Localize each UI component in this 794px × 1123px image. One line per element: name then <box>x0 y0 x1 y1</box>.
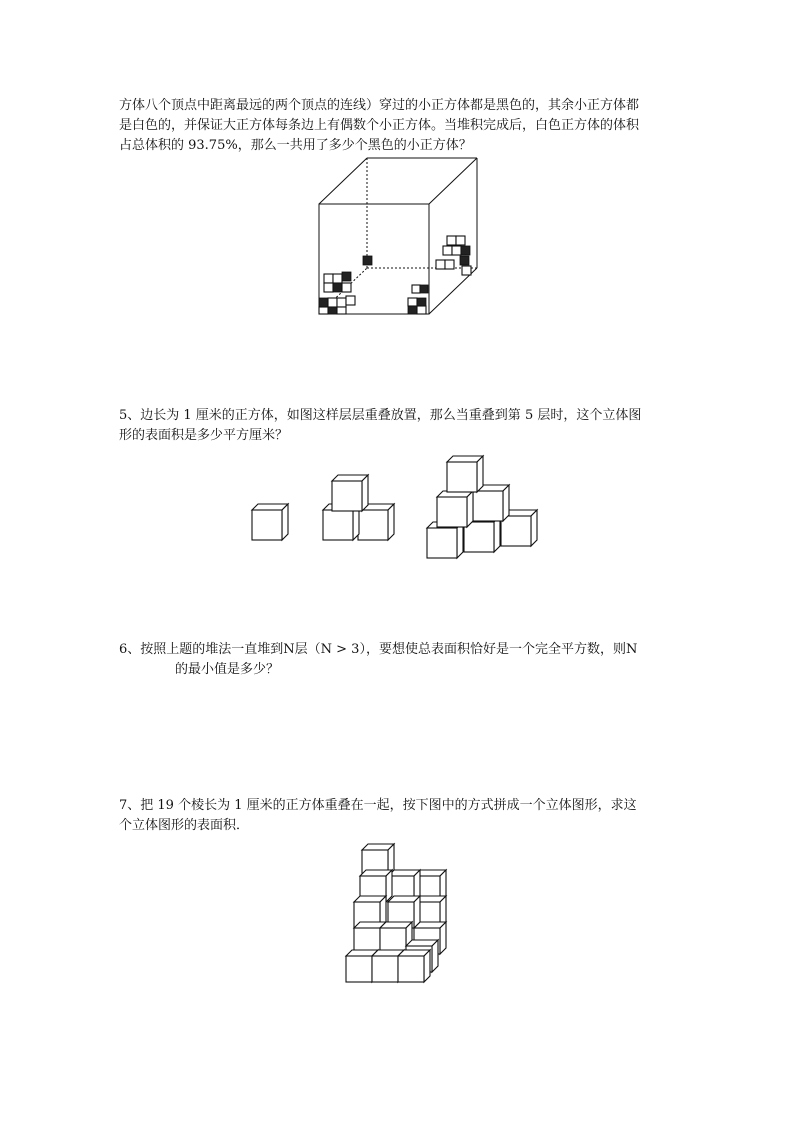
problem-7-text <box>119 796 679 836</box>
problem-5-line-1: 5、边长为 1 厘米的正方体，如图这样层层重叠放置，那么当重叠到第 5 层时，这个立体图 <box>119 408 642 423</box>
problem-6-text <box>119 640 679 680</box>
problem-4-line-3: 占总体积的 93.75%，那么一共用了多少个黑色的小正方体？ <box>119 138 472 153</box>
big-cube-figure <box>312 150 512 320</box>
problem-4-line-2: 是白色的，并保证大正方体每条边上有偶数个小正方体。当堆积完成后，白色正方体的体积 <box>119 118 640 133</box>
problem-6-line-2: 的最小值是多少？ <box>175 662 280 677</box>
problem-7-line-1: 7、把 19 个棱长为 1 厘米的正方体重叠在一起，按下图中的方式拼成一个立体图形，求这 <box>119 798 637 813</box>
problem-4-text <box>119 96 679 156</box>
problem-5-line-2: 形的表面积是多少平方厘米？ <box>119 428 289 443</box>
cube-stack-sequence-figure <box>240 450 550 560</box>
nineteen-cube-solid-figure <box>340 840 455 1000</box>
problem-4-line-1: 方体八个顶点中距离最远的两个顶点的连线）穿过的小正方体都是黑色的，其余小正方体都 <box>119 98 640 113</box>
problem-5-text <box>119 406 679 446</box>
problem-6-line-1: 6、按照上题的堆法一直堆到N层（N > 3），要想使总表面积恰好是一个完全平方数，则N <box>119 642 638 657</box>
problem-7-line-2: 个立体图形的表面积． <box>119 818 250 833</box>
